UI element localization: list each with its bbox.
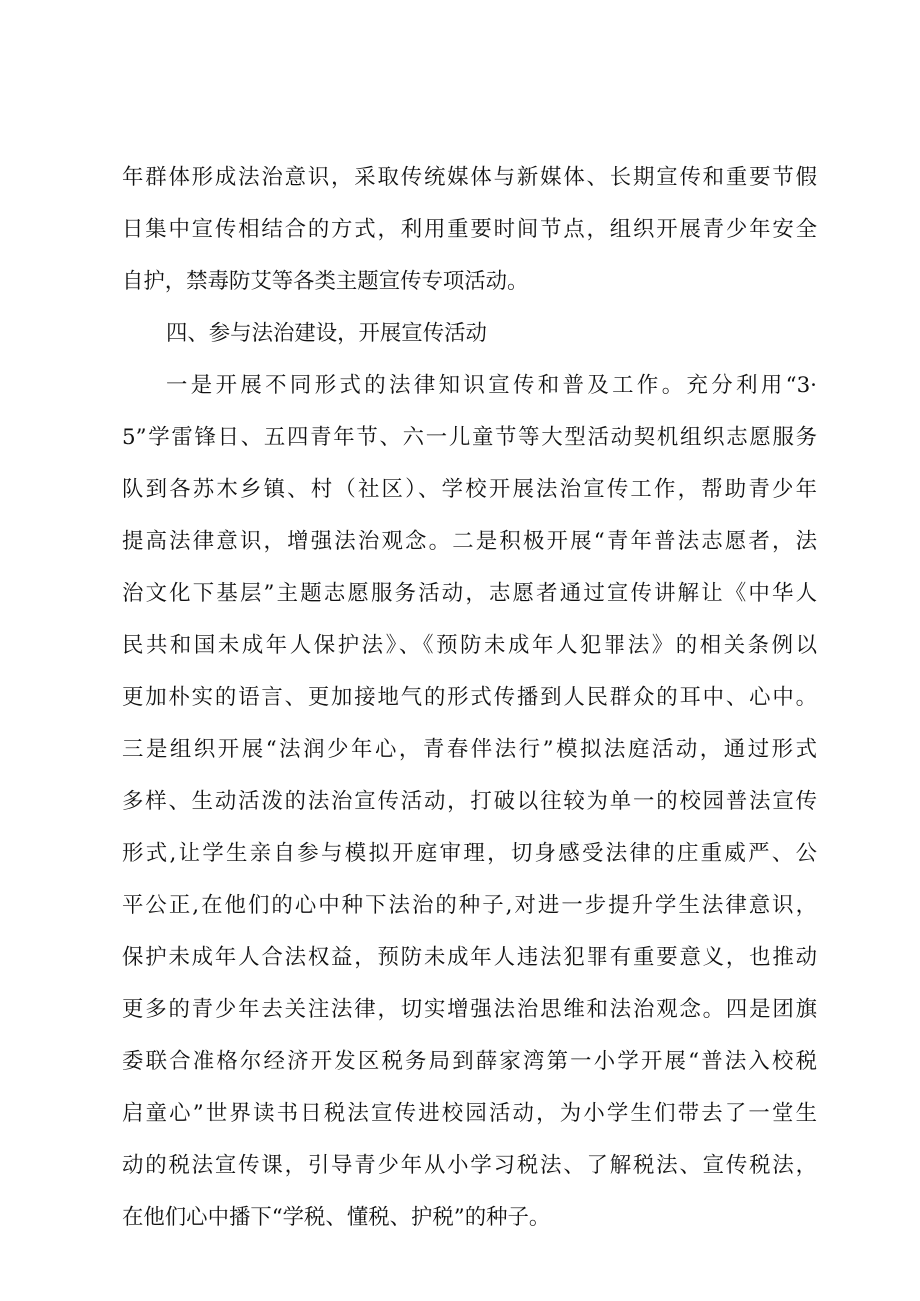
paragraph-line: 日集中宣传相结合的方式，利用重要时间节点，组织开展青少年安全	[122, 217, 817, 242]
paragraph-line: 三是组织开展“法润少年心，青春伴法行”模拟法庭活动，通过形式	[122, 737, 817, 762]
paragraph-line: 民共和国未成年人保护法》、《预防未成年人犯罪法》的相关条例以	[122, 633, 817, 658]
paragraph-line: 动的税法宣传课，引导青少年从小学习税法、了解税法、宣传税法，	[122, 1153, 817, 1178]
paragraph-line: 多样、生动活泼的法治宣传活动，打破以往较为单一的校园普法宣传	[122, 789, 817, 814]
paragraph-line: 5”学雷锋日、五四青年节、六一儿童节等大型活动契机组织志愿服务	[122, 425, 817, 450]
paragraph-line: 更多的青少年去关注法律，切实增强法治思维和法治观念。四是团旗	[122, 997, 817, 1022]
paragraph-line: 形式,让学生亲自参与模拟开庭审理，切身感受法律的庄重威严、公	[122, 841, 817, 866]
paragraph-line: 一是开展不同形式的法律知识宣传和普及工作。充分利用“3·	[166, 373, 817, 398]
paragraph-line: 年群体形成法治意识，采取传统媒体与新媒体、长期宣传和重要节假	[122, 165, 817, 190]
paragraph-line: 平公正,在他们的心中种下法治的种子,对进一步提升学生法律意识，	[122, 893, 817, 918]
paragraph-line: 自护，禁毒防艾等各类主题宣传专项活动。	[122, 269, 529, 294]
paragraph-line: 委联合准格尔经济开发区税务局到薛家湾第一小学开展“普法入校税	[122, 1049, 817, 1074]
section-heading: 四、参与法治建设，开展宣传活动	[166, 321, 487, 346]
paragraph-line: 提高法律意识，增强法治观念。二是积极开展“青年普法志愿者，法	[122, 529, 817, 554]
paragraph-line: 队到各苏木乡镇、村（社区）、学校开展法治宣传工作，帮助青少年	[122, 477, 817, 502]
paragraph-line: 保护未成年人合法权益，预防未成年人违法犯罪有重要意义，也推动	[122, 945, 817, 970]
paragraph-line: 更加朴实的语言、更加接地气的形式传播到人民群众的耳中、心中。	[122, 685, 817, 710]
document-body	[122, 152, 817, 1244]
paragraph-line: 在他们心中播下“学税、懂税、护税”的种子。	[122, 1205, 551, 1230]
paragraph-line: 启童心”世界读书日税法宣传进校园活动，为小学生们带去了一堂生	[122, 1101, 817, 1126]
paragraph-line: 治文化下基层”主题志愿服务活动，志愿者通过宣传讲解让《中华人	[122, 581, 817, 606]
